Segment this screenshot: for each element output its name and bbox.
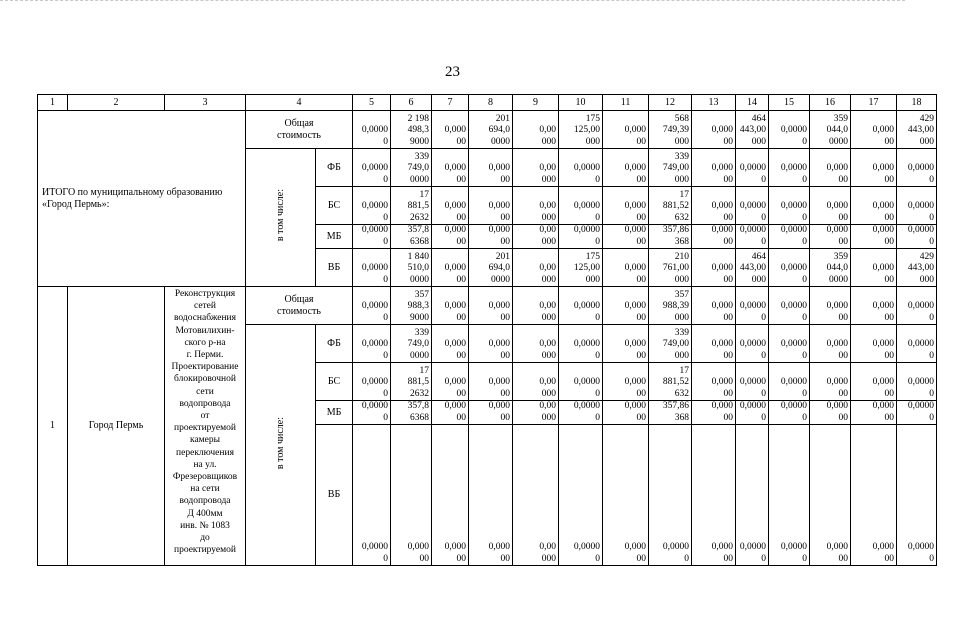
header-cell-17: 17 [851,95,897,111]
header-cell-1: 1 [38,95,68,111]
incl-vertical-label [246,149,316,287]
value-cell: 0,0000 0 [353,401,391,425]
value-cell: 0,000 00 [603,425,649,566]
value-cell: 175 125,00 000 [559,249,603,287]
incl-text: в том числе: [274,189,286,242]
value-cell: 201 694,0 0000 [469,249,513,287]
value-cell: 0,0000 0 [769,325,810,363]
header-cell-13: 13 [692,95,736,111]
value-cell: 0,0000 0 [353,287,391,325]
value-cell: 339 749,00 000 [649,325,692,363]
value-cell: 0,0000 0 [897,363,937,401]
value-cell: 0,0000 0 [769,187,810,225]
value-cell: 0,000 00 [432,249,469,287]
value-cell: 0,000 00 [603,249,649,287]
value-cell: 464 443,00 000 [736,249,769,287]
header-cell-3: 3 [165,95,246,111]
value-cell: 0,00 000 [513,287,559,325]
item-number: 1 [38,287,68,566]
value-cell: 0,0000 0 [353,149,391,187]
value-cell: 0,0000 0 [353,111,391,149]
value-cell: 17 881,52 632 [649,187,692,225]
value-cell: 0,000 00 [810,187,851,225]
value-cell: 0,0000 0 [897,287,937,325]
value-cell: 0,000 00 [851,401,897,425]
value-cell: 0,000 00 [851,187,897,225]
value-cell: 0,00 000 [513,325,559,363]
value-cell: 0,000 00 [692,287,736,325]
value-cell: 0,0000 0 [769,225,810,249]
value-cell: 0,000 00 [810,363,851,401]
value-cell: 0,000 00 [469,401,513,425]
value-cell: 0,0000 0 [736,325,769,363]
value-cell: 0,0000 0 [897,225,937,249]
budget-table-body [38,95,979,566]
value-cell: 0,0000 0 [559,425,603,566]
item-kind-2: БС [316,363,353,401]
value-cell: 0,000 00 [432,325,469,363]
value-cell: 0,00 000 [513,187,559,225]
value-cell: 0,000 00 [603,225,649,249]
item-incl-text: в том числе: [274,416,286,469]
value-cell: 0,0000 0 [353,325,391,363]
header-cell-11: 11 [603,95,649,111]
value-cell: 0,0000 0 [897,325,937,363]
value-cell: 2 198 498,3 9000 [391,111,432,149]
value-cell: 0,0000 0 [353,363,391,401]
value-cell: 0,000 00 [851,249,897,287]
value-cell: 0,000 00 [692,363,736,401]
value-cell: 0,00 000 [513,425,559,566]
header-cell-4: 4 [246,95,353,111]
value-cell: 0,000 00 [603,187,649,225]
value-cell: 339 749,00 000 [649,149,692,187]
budget-table [37,94,979,566]
value-cell: 0,000 00 [810,325,851,363]
value-cell: 568 749,39 000 [649,111,692,149]
header-cell-12: 12 [649,95,692,111]
kind-2: БС [316,187,353,225]
value-cell: 357,86 368 [649,225,692,249]
value-cell: 0,00 000 [513,225,559,249]
header-cell-16: 16 [810,95,851,111]
value-cell: 0,000 00 [851,111,897,149]
value-cell: 0,0000 0 [769,425,810,566]
header-cell-10: 10 [559,95,603,111]
value-cell: 0,00 000 [513,401,559,425]
value-cell: 357,86 368 [649,401,692,425]
value-cell: 0,000 00 [469,287,513,325]
value-cell: 17 881,5 2632 [391,363,432,401]
item-kind-4: ВБ [316,425,353,566]
value-cell: 0,000 00 [469,363,513,401]
value-cell: 0,0000 0 [736,425,769,566]
value-cell: 0,000 00 [603,325,649,363]
value-cell: 429 443,00 000 [897,249,937,287]
page-number: 23 [445,64,460,80]
value-cell: 0,0000 0 [769,111,810,149]
value-cell: 0,000 00 [810,425,851,566]
value-cell: 0,000 00 [851,425,897,566]
value-cell: 339 749,0 0000 [391,149,432,187]
value-cell: 0,000 00 [432,363,469,401]
header-cell-6: 6 [391,95,432,111]
value-cell: 0,000 00 [603,111,649,149]
value-cell: 0,000 00 [603,287,649,325]
value-cell: 0,0000 0 [559,325,603,363]
value-cell: 0,000 00 [692,401,736,425]
kind-overall: Общая стоимость [246,111,353,149]
value-cell: 0,00 000 [513,249,559,287]
value-cell: 0,0000 0 [353,425,391,566]
value-cell: 0,0000 0 [736,363,769,401]
value-cell: 0,000 00 [603,149,649,187]
value-cell: 0,000 00 [692,425,736,566]
value-cell: 0,0000 0 [559,363,603,401]
value-cell: 1 840 510,0 0000 [391,249,432,287]
value-cell: 357 988,39 000 [649,287,692,325]
value-cell: 0,0000 0 [897,401,937,425]
total-row-overall [38,111,979,149]
item-name: Реконструкция сетей водоснабжения Мотовилихин- ского р-на г. Перми. Проектирование блокировочной сети водопровода от проектируемой камеры переключения на ул. Фрезеровщиков на сети водопровода Д 400мм инв. № 1083 до проектируемой [165,287,246,566]
value-cell: 359 044,0 0000 [810,249,851,287]
value-cell: 0,0000 0 [353,249,391,287]
value-cell: 0,000 00 [810,149,851,187]
value-cell: 0,0000 0 [769,401,810,425]
value-cell: 0,000 00 [692,111,736,149]
item-incl-vertical-label [246,325,316,566]
value-cell: 201 694,0 0000 [469,111,513,149]
header-cell-15: 15 [769,95,810,111]
value-cell: 0,0000 0 [897,187,937,225]
value-cell: 210 761,00 000 [649,249,692,287]
value-cell: 0,000 00 [603,401,649,425]
kind-3: МБ [316,225,353,249]
value-cell: 0,0000 0 [736,287,769,325]
kind-4: ВБ [316,249,353,287]
value-cell: 0,00 000 [513,149,559,187]
value-cell: 0,00 000 [513,111,559,149]
value-cell: 359 044,0 0000 [810,111,851,149]
value-cell: 357,8 6368 [391,225,432,249]
value-cell: 0,0000 0 [559,287,603,325]
value-cell: 0,00 000 [513,363,559,401]
value-cell: 0,0000 0 [769,363,810,401]
value-cell: 0,000 00 [469,187,513,225]
value-cell: 0,0000 0 [559,401,603,425]
value-cell: 0,0000 0 [769,249,810,287]
value-cell: 0,0000 0 [736,149,769,187]
value-cell: 0,000 00 [851,149,897,187]
header-cell-7: 7 [432,95,469,111]
value-cell: 0,0000 0 [559,149,603,187]
value-cell: 0,000 00 [432,287,469,325]
value-cell: 0,000 00 [692,187,736,225]
value-cell: 0,000 00 [432,149,469,187]
value-cell: 0,000 00 [469,149,513,187]
value-cell: 0,0000 0 [736,225,769,249]
value-cell: 0,0000 0 [769,287,810,325]
value-cell: 0,000 00 [469,225,513,249]
value-cell: 0,0000 0 [649,425,692,566]
value-cell: 339 749,0 0000 [391,325,432,363]
item-kind-overall: Общая стоимость [246,287,353,325]
value-cell: 0,000 00 [469,425,513,566]
value-cell: 0,0000 0 [897,425,937,566]
total-label: ИТОГО по муниципальному образованию «Город Пермь»: [38,111,246,287]
value-cell: 0,000 00 [391,425,432,566]
kind-1: ФБ [316,149,353,187]
value-cell: 0,0000 0 [353,225,391,249]
value-cell: 357,8 6368 [391,401,432,425]
value-cell: 464 443,00 000 [736,111,769,149]
header-cell-9: 9 [513,95,559,111]
value-cell: 0,000 00 [432,401,469,425]
header-cell-8: 8 [469,95,513,111]
header-cell-2: 2 [68,95,165,111]
header-cell-5: 5 [353,95,391,111]
value-cell: 0,000 00 [432,225,469,249]
value-cell: 0,000 00 [692,225,736,249]
value-cell: 0,000 00 [603,363,649,401]
item-row-overall [38,287,979,325]
value-cell: 0,0000 0 [353,187,391,225]
value-cell: 0,000 00 [851,325,897,363]
value-cell: 0,000 00 [432,425,469,566]
value-cell: 0,000 00 [432,111,469,149]
value-cell: 0,0000 0 [736,187,769,225]
value-cell: 357 988,3 9000 [391,287,432,325]
value-cell: 17 881,52 632 [649,363,692,401]
page-top-rule [0,0,905,4]
value-cell: 0,000 00 [851,287,897,325]
value-cell: 0,000 00 [692,325,736,363]
value-cell: 0,000 00 [432,187,469,225]
value-cell: 0,0000 0 [769,149,810,187]
value-cell: 0,0000 0 [559,187,603,225]
value-cell: 175 125,00 000 [559,111,603,149]
value-cell: 0,000 00 [469,325,513,363]
value-cell: 0,0000 0 [736,401,769,425]
value-cell: 429 443,00 000 [897,111,937,149]
item-kind-1: ФБ [316,325,353,363]
value-cell: 0,000 00 [851,363,897,401]
value-cell: 0,000 00 [692,249,736,287]
value-cell: 0,000 00 [810,225,851,249]
value-cell: 0,000 00 [810,401,851,425]
value-cell: 17 881,5 2632 [391,187,432,225]
header-cell-14: 14 [736,95,769,111]
header-row [38,95,979,111]
item-kind-3: МБ [316,401,353,425]
value-cell: 0,000 00 [692,149,736,187]
item-city: Город Пермь [68,287,165,566]
header-cell-18: 18 [897,95,937,111]
value-cell: 0,000 00 [810,287,851,325]
value-cell: 0,0000 0 [559,225,603,249]
value-cell: 0,0000 0 [897,149,937,187]
value-cell: 0,000 00 [851,225,897,249]
